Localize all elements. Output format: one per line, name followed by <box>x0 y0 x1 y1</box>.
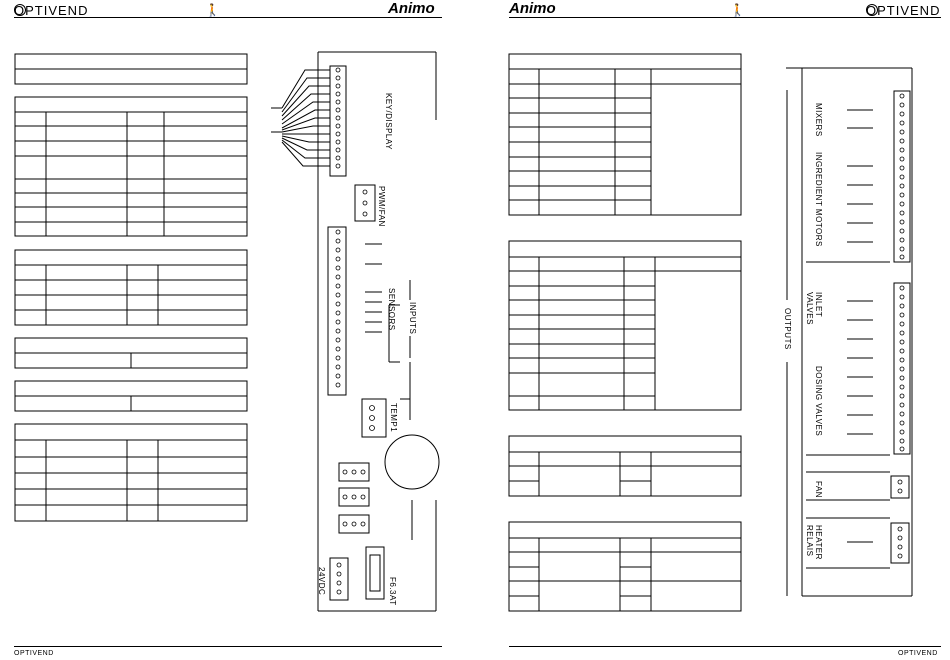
person-icon-right: 🚶 <box>730 3 745 17</box>
footer-brand-left: OPTIVEND <box>14 650 54 657</box>
label-key-display: KEY/DISPLAY <box>384 93 393 150</box>
label-dosing-valves: DOSING VALVES <box>814 366 823 437</box>
label-sensors: SENSORS <box>387 288 396 331</box>
brand-animo-right: Animo <box>509 0 556 17</box>
label-temp1: TEMP1 <box>389 403 398 433</box>
brand-optivend-right: OPTIVEND <box>866 3 941 18</box>
label-mixers: MIXERS <box>814 103 823 137</box>
label-ingredient-motors: INGREDIENT MOTORS <box>814 152 823 247</box>
label-outputs: OUTPUTS <box>783 308 792 350</box>
brand-animo-left: Animo <box>388 0 435 17</box>
label-inlet-valves: INLET VALVES <box>805 292 823 325</box>
label-pwm-fan: PWM/FAN <box>377 186 386 227</box>
person-icon: 🚶 <box>205 3 220 17</box>
brand-optivend-left: OPTIVEND <box>14 3 89 18</box>
label-inputs: INPUTS <box>408 302 417 335</box>
footer-rule-right <box>509 646 941 647</box>
label-24vdc: 24VDC <box>317 567 326 596</box>
label-heater-relais: HEATER RELAIS <box>805 525 823 560</box>
label-fuse: F6.3AT <box>388 577 397 606</box>
label-fan: FAN <box>814 481 823 499</box>
footer-brand-right: OPTIVEND <box>898 650 938 657</box>
